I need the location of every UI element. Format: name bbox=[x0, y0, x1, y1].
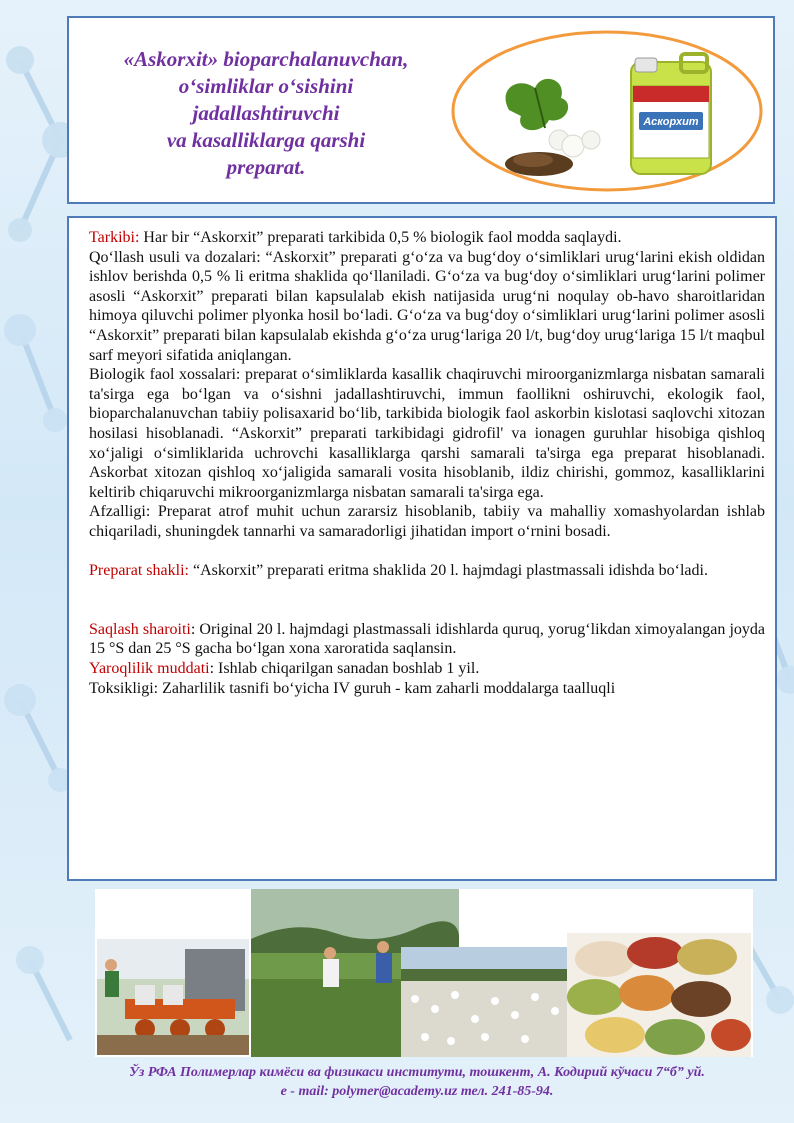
bioactivity-paragraph: Biologik faol xossalari: preparat o‘simliklarda kasallik chaqiruvchi miroorganizmlarga nisbatan samarali ta'sirga ega bo‘lgan va o‘sishni jadallashtiruvchi, immun faollikni oshiruvchi, ekologik faol, bioparchalanuvchan tabiiy polisaxarid bo‘lib, tarkibida biologik faol askorbin kislotasi saqlovchi xitozan hosilasi hisoblanadi. “Askorxit” preparati tarkibidagi gidrofil' va ionagen guruhlar hisobiga qishloq xo‘jaligi o‘simliklarida uchrovchi kasalliklarga qarshi samarali ta'sirga ega preparat hisoblanadi. Askorbat xitozan qishloq xo‘jaligida samarali vosita hisoblanib, ildiz chirishi, gommoz, kasalliklarini keltirib chiqaruvchi mikroorganizmlarga nisbatan samarali ta'sirga ega. bbox=[89, 366, 765, 501]
form-text: “Askorxit” preparati eritma shaklida 20 l. hajmdagi plastmassali idishda bo‘ladi. bbox=[188, 562, 708, 580]
seeds-icon bbox=[505, 152, 573, 176]
usage-paragraph: Qo‘llash usuli va dozalari: “Askorxit” preparati g‘o‘za va bug‘doy o‘simliklari urug‘larini ekish oldidan ishlov berishda 0,5 % li eritma shaklida qo‘llaniladi. G‘o‘za va bug‘doy o‘simliklari urug‘larini polimer asosli “Askorxit” preparati bilan kapsulalab ekish natijasida urug‘ni noqulay ob-havo sharoitlaridan himoya qiluvchi polimer plyonka hosil bo‘ladi. G‘o‘za va bug‘doy o‘simliklari urug‘larini polimer asosli “Askorxit” preparati bilan kapsulalab ekishda g‘o‘za urug‘lariga 20 l/t, bug‘doy urug‘lariga 15 l/t maqbul sarf meyori sifatida aniqlangan. bbox=[89, 248, 765, 364]
title-line: preparat. bbox=[226, 155, 306, 179]
seed-sacks-photo bbox=[567, 933, 751, 1057]
cotton-field-photo bbox=[401, 947, 567, 1057]
composition-paragraph bbox=[89, 228, 765, 248]
footer-email-phone: e - mail: polymer@academy.uz тел. 241-85-94. bbox=[280, 1084, 554, 1099]
photo-collage bbox=[95, 889, 753, 1057]
product-title bbox=[81, 46, 451, 181]
content-panel bbox=[67, 216, 777, 881]
form-label: Preparat shakli: bbox=[89, 562, 189, 580]
storage-paragraph bbox=[89, 620, 765, 659]
toxicity-paragraph: Toksikligi: Zaharlilik tasnifi bo‘yicha IV guruh - kam zaharli moddalarga taalluqli bbox=[89, 679, 616, 697]
canister-label: Аскорхит bbox=[643, 116, 699, 128]
form-paragraph bbox=[89, 561, 765, 581]
composition-label: Tarkibi: bbox=[89, 229, 140, 246]
storage-text: : Original 20 l. hajmdagi plastmassali idishlarda quruq, yorug‘likdan ximoyalangan joyda 15 °S dan 25 °S gacha bo‘lgan xona xaroratida saqlansin. bbox=[89, 620, 766, 658]
footer-contact bbox=[40, 1063, 794, 1101]
shelf-life-label: Yaroqlilik muddati bbox=[89, 660, 210, 678]
title-line: va kasalliklarga qarshi bbox=[166, 128, 366, 152]
canister-icon bbox=[631, 54, 711, 174]
product-image bbox=[449, 28, 765, 194]
composition-text: Har bir “Askorxit” preparati tarkibida 0,5 % biologik faol modda saqlaydi. bbox=[139, 229, 622, 246]
title-line: o‘simliklar o‘sishini bbox=[178, 74, 354, 98]
advantages-paragraph: Afzalligi: Preparat atrof muhit uchun zararsiz hisoblanib, tabiiy va mahalliy xomashyolardan ishlab chiqariladi, shuningdek tannarhi va samaradorligi jihatidan import o‘rnini bosadi. bbox=[89, 503, 765, 540]
shelf-life-text: : Ishlab chiqarilgan sanadan boshlab 1 yil. bbox=[209, 660, 480, 678]
title-line: jadallashtiruvchi bbox=[192, 101, 340, 125]
title-line: «Askorxit» bioparchalanuvchan, bbox=[123, 47, 409, 71]
tractor-photo bbox=[97, 939, 249, 1055]
shelf-life-paragraph bbox=[89, 659, 765, 679]
header-panel bbox=[67, 16, 775, 204]
product-description bbox=[89, 228, 765, 698]
footer-address: Ўз РФА Полимерлар кимёси ва физикаси институти, тошкент, А. Кодирий кўчаси 7“б” уй. bbox=[129, 1065, 705, 1080]
storage-label: Saqlash sharoiti bbox=[89, 620, 191, 638]
